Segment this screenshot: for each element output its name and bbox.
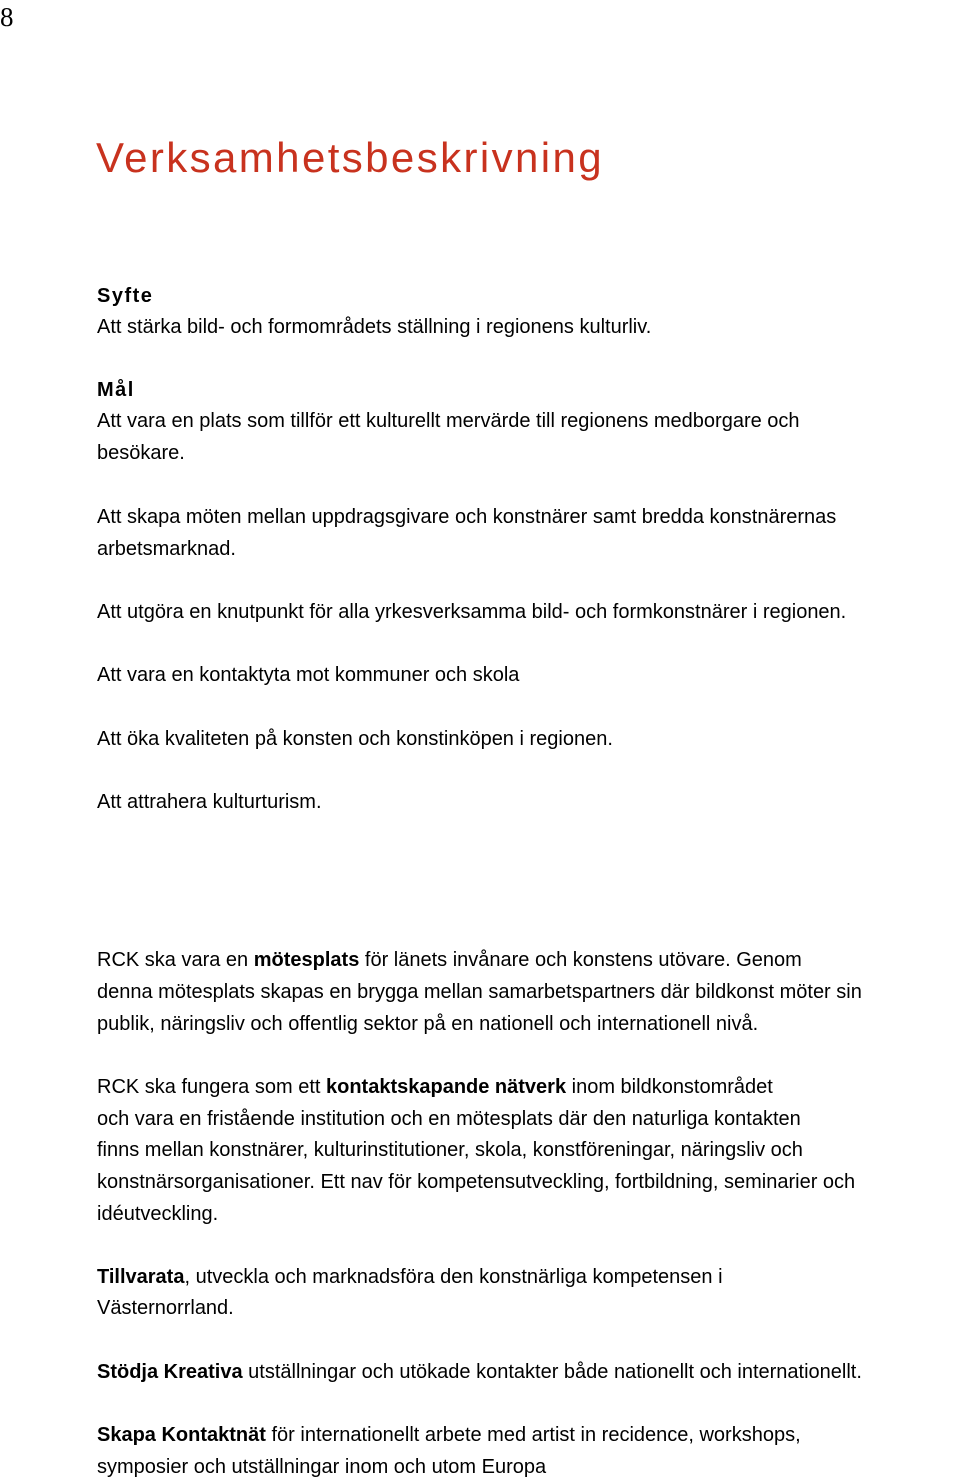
para5-bold: Skapa Kontaktnät [97,1424,266,1446]
mal-line: Att utgöra en knutpunkt för alla yrkesverksamma bild- och formkonstnärer i regionen. [97,601,847,623]
para1-line1 [97,944,802,976]
para1-line3: publik, näringsliv och offentlig sektor på en nationell och internationell nivå. [97,1013,759,1035]
mal-line: besökare. [97,442,185,464]
para2-text: inom bildkonstområdet [566,1076,773,1098]
para2-line5: idéutveckling. [97,1203,219,1225]
page-title: Verksamhetsbeskrivning [96,134,605,181]
para1-text: RCK ska vara en [97,949,254,971]
para3-line2: Västernorrland. [97,1297,234,1319]
para1-line2: denna mötesplats skapas en brygga mellan samarbetspartners där bildkonst möter sin [97,981,862,1003]
para1-bold: mötesplats [253,949,360,971]
para5-line1 [97,1419,801,1451]
para5-line2: symposier och utställningar inom och utom Europa [97,1456,547,1478]
para2-line4: konstnärsorganisationer. Ett nav för kompetensutveckling, fortbildning, seminarier och [97,1171,856,1193]
mal-line: arbetsmarknad. [97,538,236,560]
syfte-heading: Syfte [97,285,154,307]
para3-text: , utveckla och marknadsföra den konstnärliga kompetensen i [184,1266,723,1288]
para4-line1 [97,1356,862,1388]
mal-line: Att vara en kontaktyta mot kommuner och skola [97,664,520,686]
para1-text: för länets invånare och konstens utövare. Genom [359,949,802,971]
para5-text: för internationellt arbete med artist in recidence, workshops, [265,1424,801,1446]
para2-text: RCK ska fungera som ett [97,1076,326,1098]
para3-line1 [97,1261,723,1293]
mal-heading: Mål [97,379,135,401]
mal-line: Att öka kvaliteten på konsten och konstinköpen i regionen. [97,728,613,750]
para2-line1 [97,1071,773,1103]
para4-bold: Stödja Kreativa [97,1361,243,1383]
mal-line: Att vara en plats som tillför ett kulturellt mervärde till regionens medborgare och [97,410,800,432]
mal-line: Att attrahera kulturturism. [97,791,322,813]
page-number: 8 [0,2,14,32]
para3-bold: Tillvarata [97,1266,185,1288]
para2-line3: finns mellan konstnärer, kulturinstitutioner, skola, konstföreningar, näringsliv och [97,1139,803,1161]
syfte-text: Att stärka bild- och formområdets ställning i regionens kulturliv. [97,316,652,338]
mal-line: Att skapa möten mellan uppdragsgivare och konstnärer samt bredda konstnärernas [97,506,837,528]
para2-bold: kontaktskapande nätverk [325,1076,567,1098]
para4-text: utställningar och utökade kontakter både nationellt och internationellt. [242,1361,862,1383]
para2-line2: och vara en fristående institution och en mötesplats där den naturliga kontakten [97,1108,801,1130]
